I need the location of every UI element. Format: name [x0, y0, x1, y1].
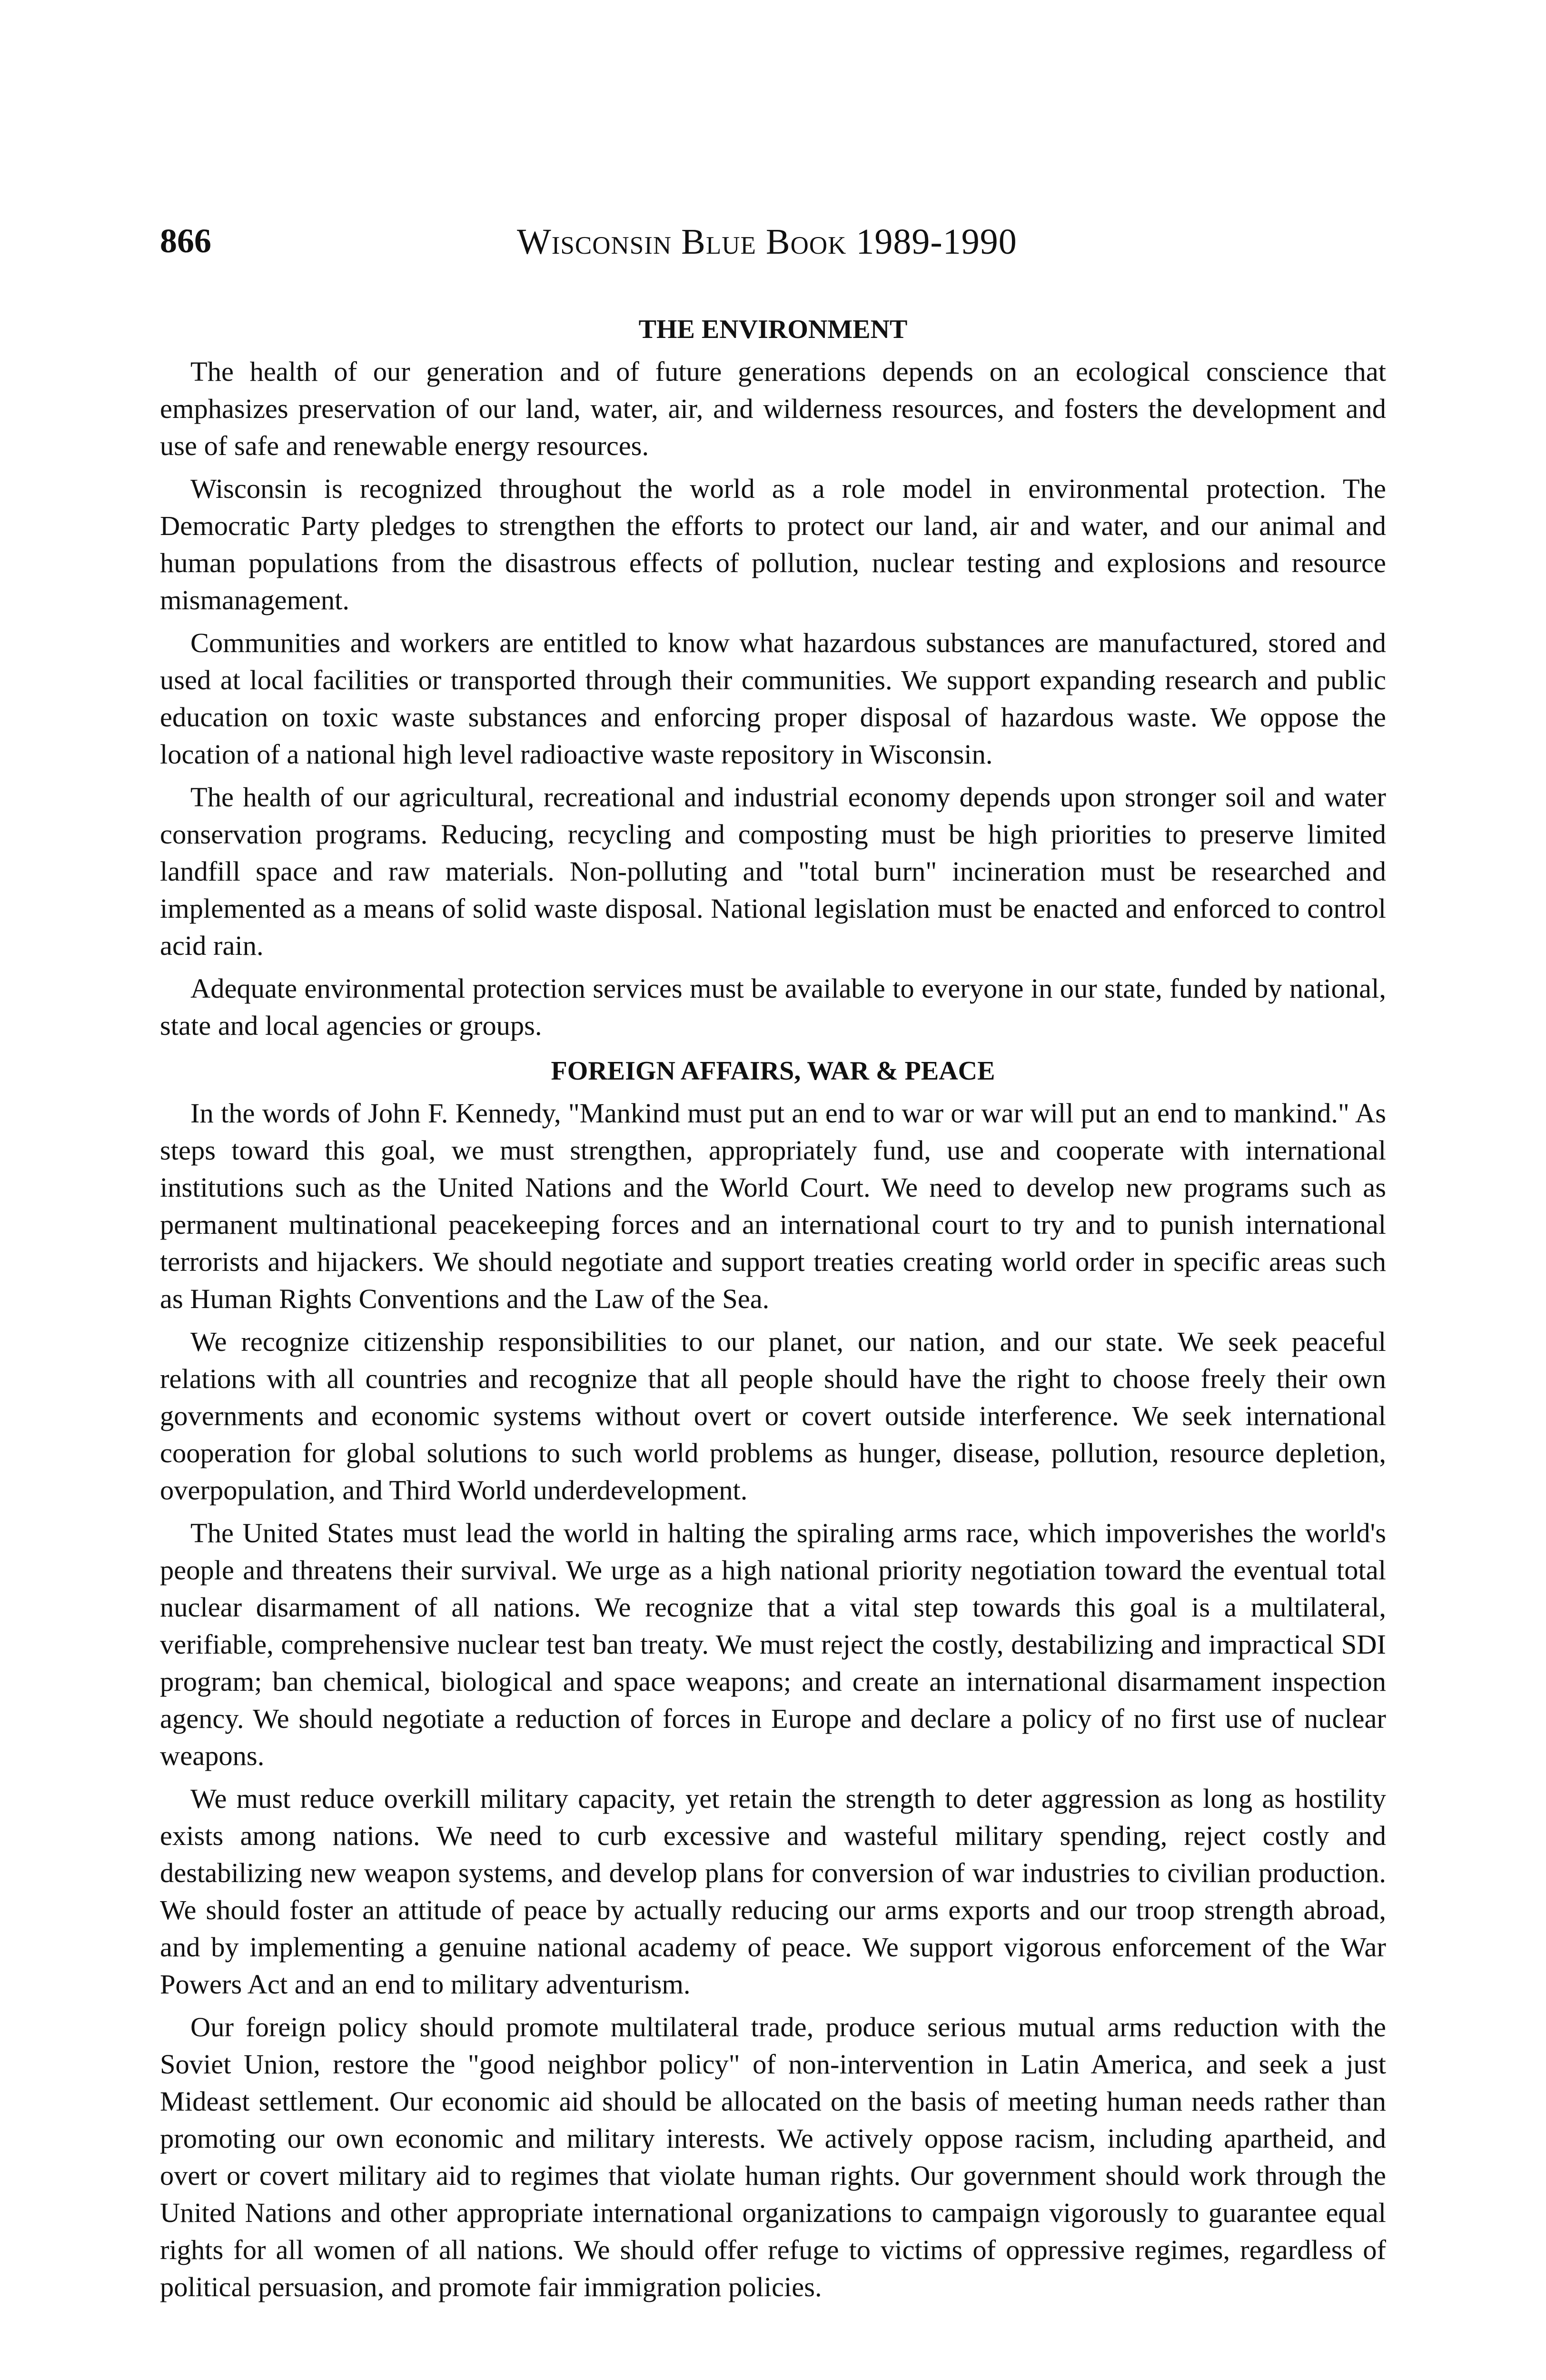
section-heading: FOREIGN AFFAIRS, WAR & PEACE [551, 1056, 995, 1086]
paragraph: Our foreign policy should promote multilateral trade, produce serious mutual arms reduction with the Soviet Union, restore the "good neighbor policy" of non-intervention in Latin America, and seek a just Mideast settlement. Our economic aid should be allocated on the basis of meeting human needs rather than promoting our own economic and military interests. We actively oppose racism, including apartheid, and overt or covert military aid to regimes that violate human rights. Our government should work through the United Nations and other appropriate international organizations to campaign vigorously to guarantee equal rights for all women of all nations. We should offer refuge to victims of oppressive regimes, regardless of political persuasion, and promote fair immigration policies. [160, 2012, 1386, 2302]
page-body [160, 316, 1386, 2311]
book-title: Wisconsin Blue Book 1989-1990 [517, 222, 1017, 262]
paragraph: Adequate environmental protection services must be available to everyone in our state, funded by national, state and local agencies or groups. [160, 973, 1386, 1041]
paragraph: Communities and workers are entitled to know what hazardous substances are manufactured, stored and used at local facilities or transported through their communities. We support expanding research and public education on toxic waste substances and enforcing proper disposal of hazardous waste. We oppose the location of a national high level radioactive waste repository in Wisconsin. [160, 627, 1386, 770]
section-foreign-affairs [160, 1058, 1386, 2306]
paragraph: We recognize citizenship responsibilities to our planet, our nation, and our state. We seek peaceful relations with all countries and recognize that all people should have the right to choose freely their own governments and economic systems without overt or covert outside interference. We seek international cooperation for global solutions to such world problems as hunger, disease, pollution, resource depletion, overpopulation, and Third World underdevelopment. [160, 1326, 1386, 1506]
section-heading: THE ENVIRONMENT [638, 315, 908, 344]
running-header [160, 224, 1386, 281]
section-environment [160, 316, 1386, 1044]
paragraph: Wisconsin is recognized throughout the world as a role model in environmental protection. The Democratic Party pledges to strengthen the efforts to protect our land, air and water, and our animal and human populations from the disastrous effects of pollution, nuclear testing and explosions and resource mismanagement. [160, 473, 1386, 615]
paragraph: In the words of John F. Kennedy, "Mankind must put an end to war or war will put an end to mankind." As steps toward this goal, we must strengthen, appropriately fund, use and cooperate with international institutions such as the United Nations and the World Court. We need to develop new programs such as permanent multinational peacekeeping forces and an international court to try and to punish international terrorists and hijackers. We should negotiate and support treaties creating world order in specific areas such as Human Rights Conventions and the Law of the Sea. [160, 1098, 1386, 1314]
paragraph: The health of our generation and of future generations depends on an ecological conscience that emphasizes preservation of our land, water, air, and wilderness resources, and fosters the development and use of safe and renewable energy resources. [160, 356, 1386, 461]
paragraph: The health of our agricultural, recreational and industrial economy depends upon stronger soil and water conservation programs. Reducing, recycling and composting must be high priorities to preserve limited landfill space and raw materials. Non-polluting and "total burn" incineration must be researched and implemented as a means of solid waste disposal. National legislation must be enacted and enforced to control acid rain. [160, 782, 1386, 961]
paragraph: We must reduce overkill military capacity, yet retain the strength to deter aggression as long as hostility exists among nations. We need to curb excessive and wasteful military spending, reject costly and destabilizing new weapon systems, and develop plans for conversion of war industries to civilian production. We should foster an attitude of peace by actually reducing our arms exports and our troop strength abroad, and by implementing a genuine national academy of peace. We support vigorous enforcement of the War Powers Act and an end to military adventurism. [160, 1783, 1386, 2000]
page-number: 866 [160, 222, 211, 260]
paragraph: The United States must lead the world in halting the spiraling arms race, which impoverishes the world's people and threatens their survival. We urge as a high national priority negotiation toward the eventual total nuclear disarmament of all nations. We recognize that a vital step towards this goal is a multilateral, verifiable, comprehensive nuclear test ban treaty. We must reject the costly, destabilizing and impractical SDI program; ban chemical, biological and space weapons; and create an international disarmament inspection agency. We should negotiate a reduction of forces in Europe and declare a policy of no first use of nuclear weapons. [160, 1517, 1386, 1771]
